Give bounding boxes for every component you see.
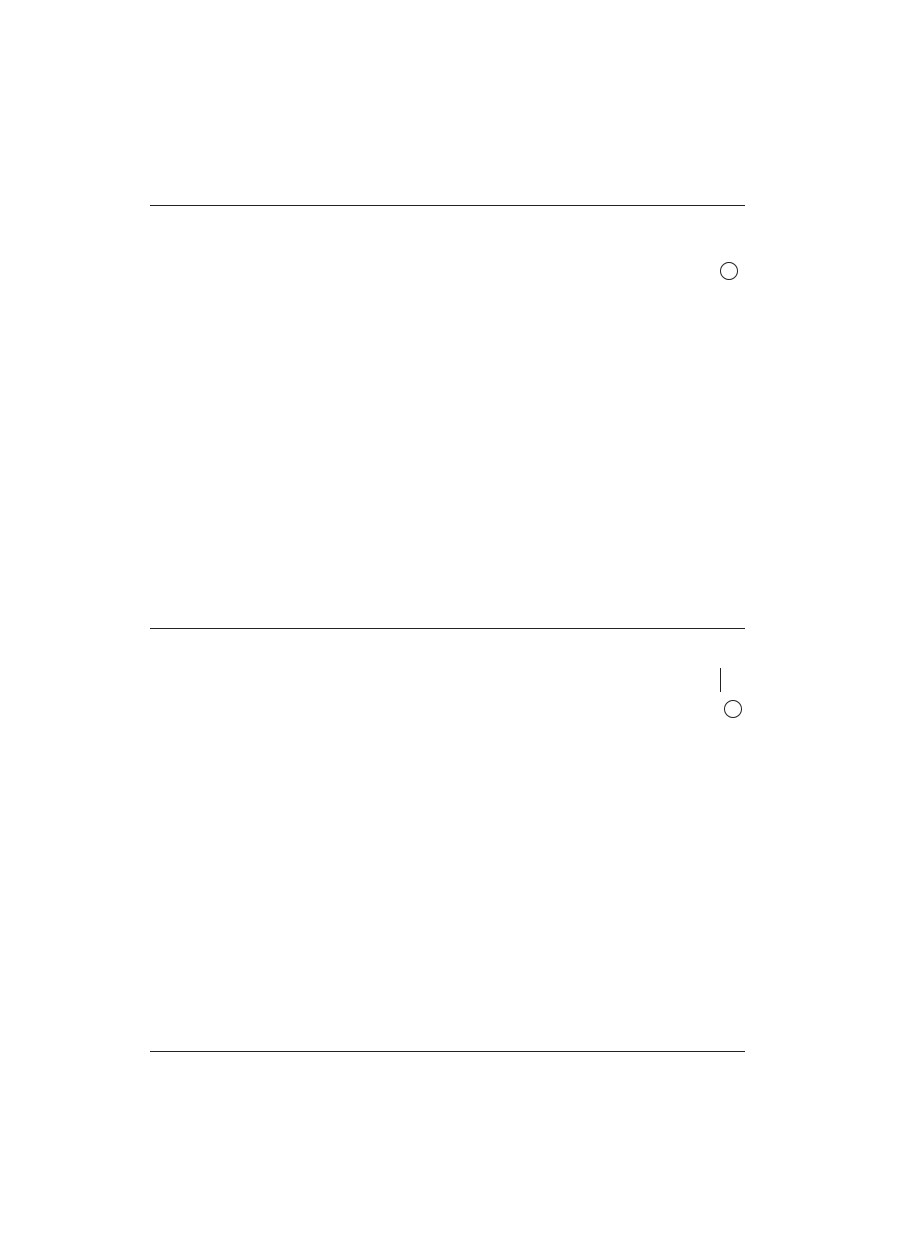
footnote-marker-note: [724, 700, 742, 718]
middle-rule: [150, 628, 745, 629]
footnote-marker: [720, 262, 738, 280]
footnote-separator: [720, 668, 721, 692]
bottom-rule: [150, 1051, 745, 1052]
top-rule: [150, 205, 745, 206]
